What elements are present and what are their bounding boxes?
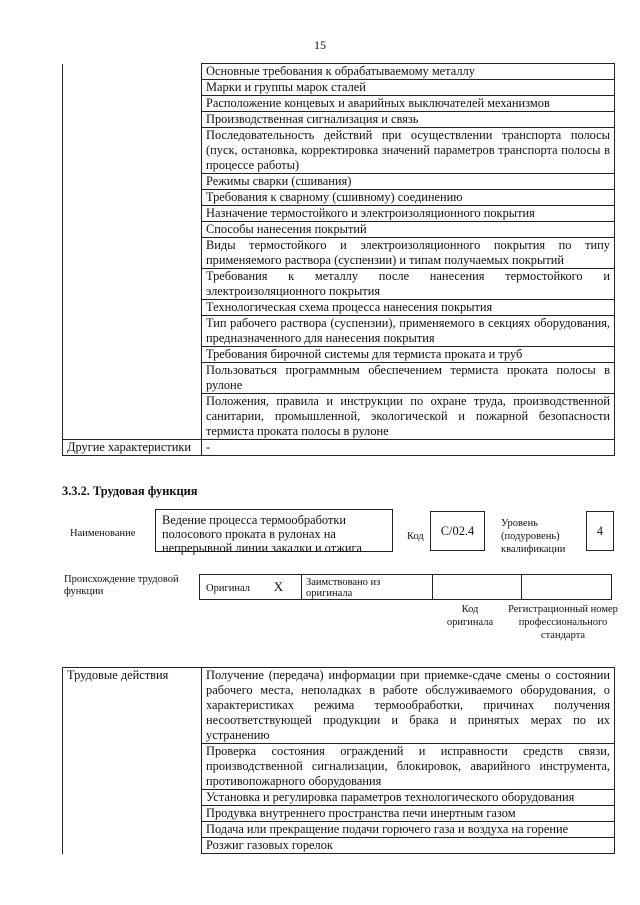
function-name-box: Ведение процесса термообработки полосового проката в рулонах на непрерывной линии закалки и отжига (155, 509, 393, 552)
other-characteristics-row (63, 440, 615, 456)
left-cell (63, 316, 202, 347)
requirement-cell: Производственная сигнализация и связь (202, 112, 615, 128)
table-row (63, 80, 615, 96)
action-cell: Подача или прекращение подачи горючего газа и воздуха на горение (202, 822, 615, 838)
table-row (63, 300, 615, 316)
requirement-cell: Положения, правила и инструкции по охране труда, производственной санитарии, промышленной, экологической и пожарной безопасности термиста проката полосы в рулоне (202, 394, 615, 440)
origin-label: Происхождение трудовой функции (64, 574, 179, 597)
action-cell: Розжиг газовых горелок (202, 838, 615, 854)
requirement-cell: Способы нанесения покрытий (202, 222, 615, 238)
table-row (63, 668, 615, 744)
origin-code-cell (432, 574, 522, 600)
page-number: 15 (314, 38, 326, 52)
table-row (63, 128, 615, 174)
level-value-box: 4 (586, 511, 614, 551)
left-cell (63, 96, 202, 112)
borrowed-label-cell: Заимствовано из оригинала (301, 574, 433, 600)
function-code-box: C/02.4 (430, 511, 485, 551)
table-row (63, 222, 615, 238)
requirement-cell: Технологическая схема процесса нанесения покрытия (202, 300, 615, 316)
table-row (63, 64, 615, 80)
requirement-cell: Последовательность действий при осуществлении транспорта полосы (пуск, остановка, корректировка значений параметров транспорта полосы в процессе работы) (202, 128, 615, 174)
left-cell (63, 363, 202, 394)
level-label: Уровень (подуровень) квалификации (501, 518, 566, 555)
origin-row (200, 574, 616, 600)
other-characteristics-label: Другие характеристики (63, 440, 202, 456)
table-row (63, 174, 615, 190)
table-row (63, 190, 615, 206)
skills-table (62, 63, 615, 456)
code-label: Код (407, 531, 424, 542)
left-cell (63, 206, 202, 222)
left-cell (63, 174, 202, 190)
action-cell: Установка и регулировка параметров технологического оборудования (202, 790, 615, 806)
table-row (63, 394, 615, 440)
actions-table (62, 667, 615, 854)
reg-number-cell (521, 574, 612, 600)
requirement-cell: Тип рабочего раствора (суспензии), применяемого в секциях оборудования, предназначенного для нанесения покрытия (202, 316, 615, 347)
table-row (63, 347, 615, 363)
action-cell: Проверка состояния ограждений и исправности средств связи, производственной сигнализации, блокировок, аварийного инструмента, противопожарного оборудования (202, 744, 615, 790)
left-cell (63, 64, 202, 80)
left-cell (63, 222, 202, 238)
left-cell (63, 128, 202, 174)
left-cell (63, 238, 202, 269)
original-mark-cell: X (256, 574, 302, 600)
left-cell (63, 80, 202, 96)
requirement-cell: Расположение концевых и аварийных выключателей механизмов (202, 96, 615, 112)
table-row (63, 112, 615, 128)
original-label-cell: Оригинал (199, 574, 257, 600)
requirement-cell: Режимы сварки (сшивания) (202, 174, 615, 190)
left-cell (63, 190, 202, 206)
left-cell (63, 269, 202, 300)
table-row (63, 316, 615, 347)
origin-code-label: Код оригинала (446, 604, 494, 628)
section-title: 3.3.2. Трудовая функция (62, 484, 198, 498)
requirement-cell: Требования к сварному (сшивному) соединению (202, 190, 615, 206)
requirement-cell: Виды термостойкого и электроизоляционного покрытия по типу применяемого раствора (суспензии) и типам получаемых покрытий (202, 238, 615, 269)
left-cell (63, 112, 202, 128)
requirement-cell: Назначение термостойкого и электроизоляционного покрытия (202, 206, 615, 222)
table-row (63, 96, 615, 112)
action-cell: Получение (передача) информации при приемке-сдаче смены о состоянии рабочего места, неполадках в работе обслуживаемого оборудования, о характеристиках режима термообработки, причинах получения несоответствующей продукции и брака и принятых мерах по их устранению (202, 668, 615, 744)
requirement-cell: Марки и группы марок сталей (202, 80, 615, 96)
table-row (63, 206, 615, 222)
table-row (63, 238, 615, 269)
requirement-cell: Требования к металлу после нанесения термостойкого и электроизоляционного покрытия (202, 269, 615, 300)
requirement-cell: Основные требования к обрабатываемому металлу (202, 64, 615, 80)
table-row (63, 363, 615, 394)
left-cell (63, 300, 202, 316)
requirement-cell: Пользоваться программным обеспечением термиста проката полосы в рулоне (202, 363, 615, 394)
table-row (63, 269, 615, 300)
other-characteristics-value: - (202, 440, 615, 456)
left-cell (63, 347, 202, 363)
action-cell: Продувка внутреннего пространства печи инертным газом (202, 806, 615, 822)
actions-label: Трудовые действия (63, 668, 202, 854)
requirement-cell: Требования бирочной системы для термиста проката и труб (202, 347, 615, 363)
left-cell (63, 394, 202, 440)
name-label: Наименование (70, 528, 136, 539)
reg-number-label: Регистрационный номер профессионального стандарта (508, 604, 618, 641)
